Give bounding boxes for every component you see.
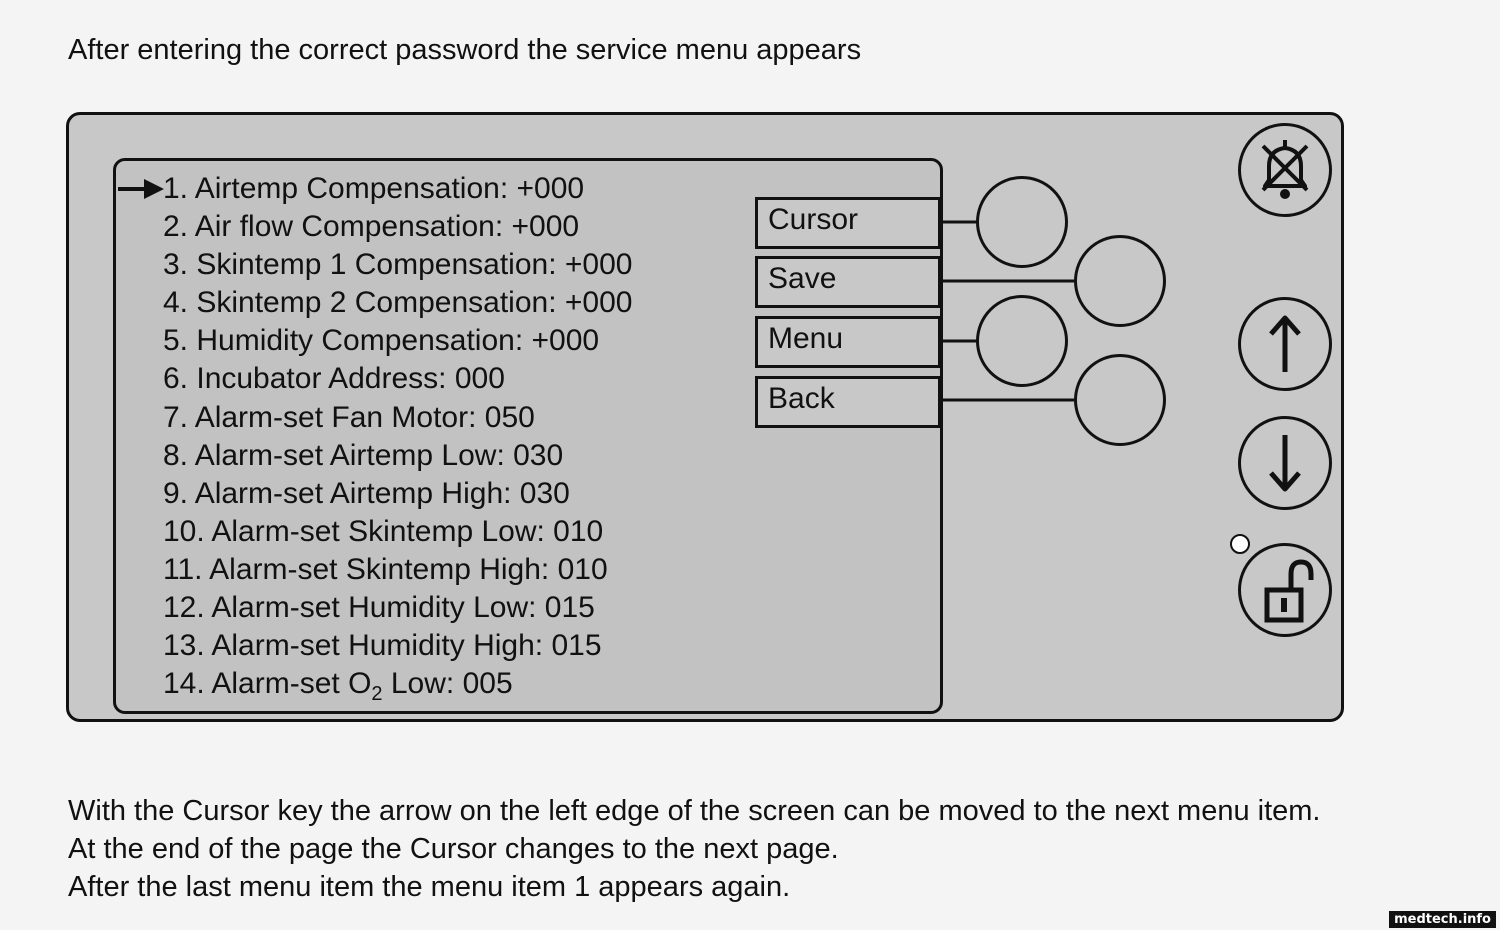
unlock-button[interactable] (1238, 543, 1332, 637)
cursor-key-button[interactable] (976, 176, 1068, 268)
menu-item[interactable]: 10. Alarm-set Skintemp Low: 010 (163, 514, 604, 548)
menu-key-button[interactable] (976, 295, 1068, 387)
save-key-button[interactable] (1074, 235, 1166, 327)
arrow-down-icon (1241, 419, 1329, 507)
instructions-text (68, 792, 1321, 906)
menu-item[interactable]: 12. Alarm-set Humidity Low: 015 (163, 591, 595, 625)
menu-item[interactable]: 1. Airtemp Compensation: +000 (163, 172, 585, 205)
menu-softkey-label: Menu (755, 316, 941, 368)
menu-item[interactable]: 7. Alarm-set Fan Motor: 050 (163, 400, 535, 434)
alarm-silence-icon (1241, 126, 1329, 214)
back-softkey-label: Back (755, 376, 941, 428)
menu-item-o2-suffix: Low: 005 (382, 667, 513, 701)
menu-item-o2-subscript: 2 (371, 683, 383, 706)
instruction-line: At the end of the page the Cursor changes to the next page. (68, 833, 839, 865)
menu-item[interactable]: 4. Skintemp 2 Compensation: +000 (163, 286, 633, 320)
save-softkey-label: Save (755, 256, 941, 308)
padlock-open-icon (1241, 546, 1329, 634)
menu-item[interactable]: 9. Alarm-set Airtemp High: 030 (163, 476, 570, 510)
back-key-button[interactable] (1074, 354, 1166, 446)
menu-item[interactable]: 5. Humidity Compensation: +000 (163, 324, 600, 358)
menu-item[interactable]: 13. Alarm-set Humidity High: 015 (163, 629, 602, 663)
cursor-softkey-label: Cursor (755, 197, 941, 249)
menu-item[interactable]: 2. Air flow Compensation: +000 (163, 210, 580, 244)
instruction-line: With the Cursor key the arrow on the left edge of the screen can be moved to the next menu item. (68, 795, 1321, 827)
menu-item[interactable]: 11. Alarm-set Skintemp High: 010 (163, 552, 608, 586)
watermark: medtech.info (1389, 911, 1496, 928)
menu-item[interactable]: 6. Incubator Address: 000 (163, 362, 505, 396)
menu-item[interactable]: 8. Alarm-set Airtemp Low: 030 (163, 438, 564, 472)
instruction-line: After the last menu item the menu item 1 appears again. (68, 871, 791, 903)
menu-item[interactable]: 3. Skintemp 1 Compensation: +000 (163, 248, 633, 282)
menu-item-o2-prefix: 14. Alarm-set O (163, 667, 372, 701)
arrow-up-icon (1241, 300, 1329, 388)
alarm-silence-button[interactable] (1238, 123, 1332, 217)
scroll-down-button[interactable] (1238, 416, 1332, 510)
intro-text: After entering the correct password the service menu appears (68, 34, 862, 66)
scroll-up-button[interactable] (1238, 297, 1332, 391)
